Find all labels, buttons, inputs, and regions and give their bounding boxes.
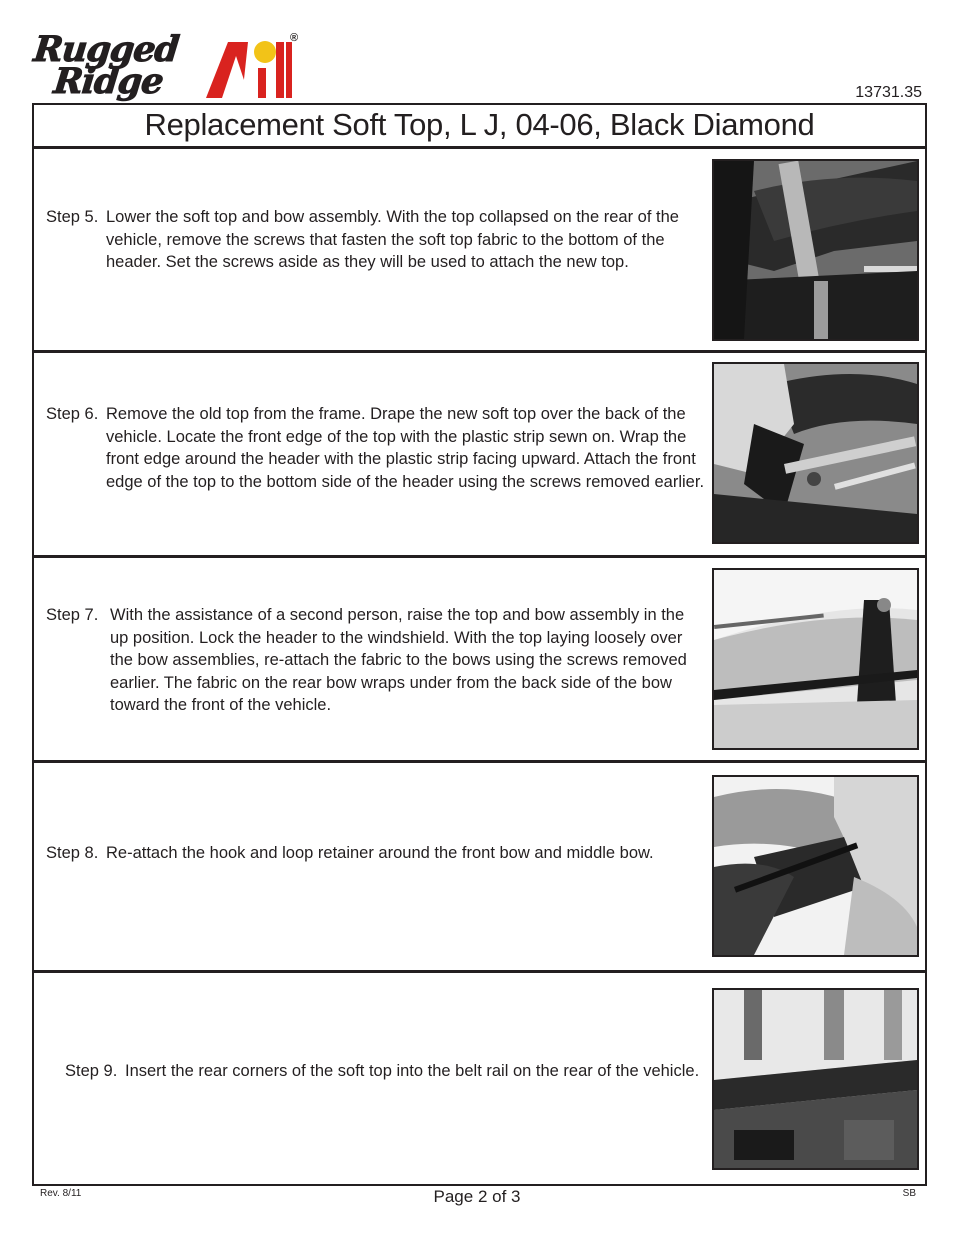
part-number: 13731.35: [855, 84, 922, 101]
step-text: [65, 1060, 725, 1083]
page-title: Replacement Soft Top, L J, 04-06, Black Diamond: [144, 107, 815, 142]
step-photo: [712, 775, 919, 957]
revision-note: Rev. 8/11: [40, 1188, 82, 1199]
step-row: [34, 149, 925, 353]
registered-mark: ®: [290, 32, 299, 44]
step-text: [46, 842, 706, 865]
step-description: Re-attach the hook and loop retainer around the front bow and middle bow.: [106, 844, 654, 862]
step-photo: [712, 568, 919, 750]
step-label: Step 6.: [46, 405, 99, 423]
logo-wordmark-line2: Ridge: [51, 61, 165, 102]
step-label: Step 5.: [46, 208, 99, 226]
page-number: Page 2 of 3: [433, 1187, 521, 1206]
step-photo: [712, 159, 919, 341]
step-description: Remove the old top from the frame. Drape the new soft top over the back of the vehicle. Locate the front edge of the top with the plastic strip sewn on. Wrap the front edge around the header with the plastic strip facing upward. Attach the front edge of the top to the bottom side of the header using the screws removed earlier.: [106, 405, 705, 491]
step-label: Step 9.: [65, 1062, 118, 1080]
author-initials: SB: [902, 1188, 916, 1199]
step-description: Insert the rear corners of the soft top into the belt rail on the rear of the vehicle.: [125, 1062, 700, 1080]
step-text: [46, 403, 706, 493]
step-row: [34, 558, 925, 763]
step-row: [34, 973, 925, 1184]
logo-mountain-icon: [202, 34, 294, 98]
step-label: Step 7.: [46, 606, 99, 624]
instruction-frame: [32, 103, 927, 1186]
step-label: Step 8.: [46, 844, 99, 862]
title-row: [34, 105, 925, 149]
step-text: [46, 206, 706, 274]
rugged-ridge-logo: [32, 30, 307, 102]
step-text: [46, 604, 706, 717]
step-row: [34, 763, 925, 973]
step-description: Lower the soft top and bow assembly. With the top collapsed on the rear of the vehicle, remove the screws that fasten the soft top fabric to the bottom of the header. Set the screws aside as they will be used to attach the new top.: [106, 208, 679, 271]
step-description: With the assistance of a second person, raise the top and bow assembly in the up position. Lock the header to the windshield. With the top laying loosely over the bow assemblies, re-attach the fabric to the bows using the screws removed earlier. The fabric on the rear bow wraps under from the back side of the bow toward the front of the vehicle.: [110, 606, 687, 714]
logo-wordmark-line1: Rugged: [31, 29, 181, 70]
step-row: [34, 353, 925, 558]
step-photo: [712, 362, 919, 544]
step-photo: [712, 988, 919, 1170]
